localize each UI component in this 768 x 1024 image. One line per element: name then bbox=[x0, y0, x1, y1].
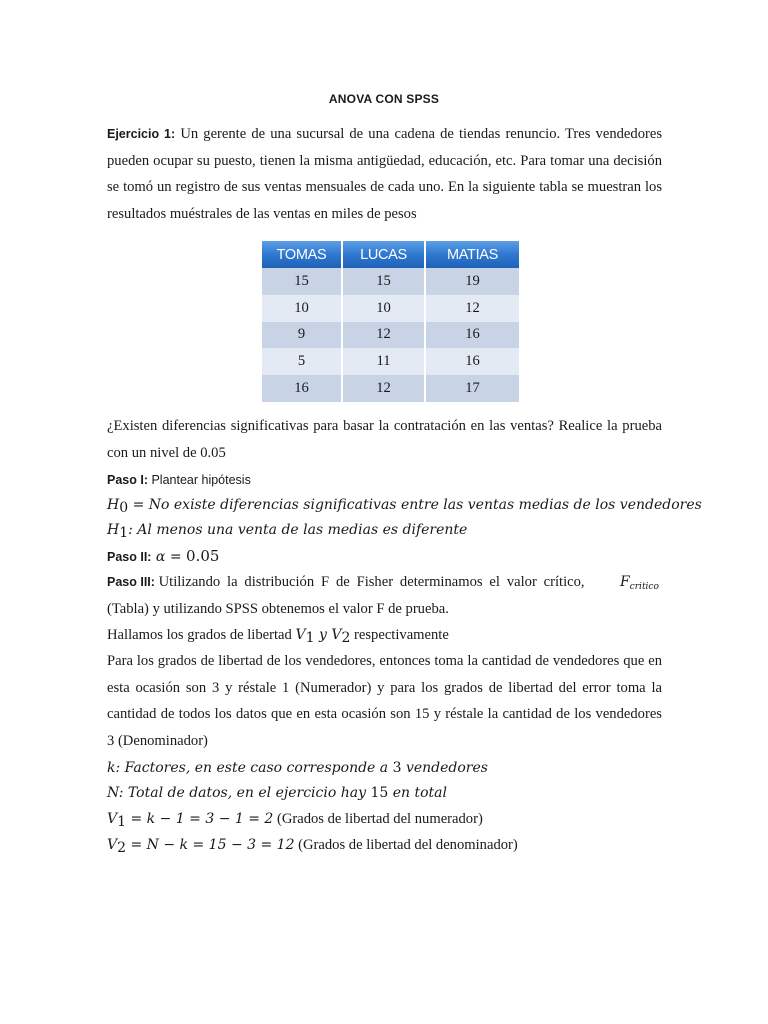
h0-subscript: 0 bbox=[119, 500, 129, 516]
table-header-lucas: LUCAS bbox=[343, 241, 424, 268]
h0-text: = No existe diferencias significativas entre las ventas medias de los vendedores bbox=[128, 497, 702, 513]
f-symbol: F bbox=[620, 574, 630, 590]
v2-formula-symbol: V bbox=[107, 837, 118, 853]
table-divider bbox=[424, 241, 426, 402]
hypothesis-h1 bbox=[107, 520, 667, 543]
v2-formula-note: (Grados de libertad del denominador) bbox=[294, 837, 518, 853]
table-cell: 12 bbox=[376, 380, 391, 397]
table-cell: 15 bbox=[294, 272, 309, 289]
table-cell: 17 bbox=[465, 380, 480, 397]
v2-formula-equation: = N − k = 15 − 3 = 12 bbox=[126, 837, 295, 853]
table-row bbox=[262, 348, 519, 375]
paso-3-text: Utilizando la distribución F de Fisher determinamos el valor crítico, bbox=[158, 574, 585, 590]
table-cell: 11 bbox=[376, 353, 391, 370]
paso-3-line bbox=[107, 572, 667, 592]
n-definition bbox=[107, 783, 667, 803]
v1-formula-note: (Grados de libertad del numerador) bbox=[273, 811, 483, 827]
table-cell: 19 bbox=[465, 272, 480, 289]
v2-formula-subscript: 2 bbox=[117, 840, 127, 856]
paso-2-line bbox=[107, 546, 667, 567]
v1-formula bbox=[107, 809, 667, 832]
grados-text-a: Hallamos los grados de libertad bbox=[107, 627, 296, 643]
v1-subscript: 1 bbox=[305, 630, 315, 646]
n-text-a: N: Total de datos, en el ejercicio hay bbox=[107, 785, 371, 801]
table-cell: 12 bbox=[465, 299, 480, 316]
k-number: 3 bbox=[392, 760, 402, 776]
table-header-tomas: TOMAS bbox=[262, 241, 341, 268]
v1-formula-equation: = k − 1 = 3 − 1 = 2 bbox=[126, 811, 274, 827]
grados-line bbox=[107, 625, 667, 648]
table-cell: 15 bbox=[376, 272, 391, 289]
n-text-b: en total bbox=[388, 785, 447, 801]
alpha-symbol: α = bbox=[151, 549, 187, 565]
y-symbol: y bbox=[314, 627, 332, 643]
table-cell: 16 bbox=[465, 326, 480, 343]
h0-symbol: H bbox=[107, 497, 120, 513]
table-divider bbox=[341, 241, 343, 402]
table-row bbox=[262, 322, 519, 349]
h1-symbol: H bbox=[107, 522, 120, 538]
page-title: ANOVA CON SPSS bbox=[328, 92, 440, 106]
exercise-paragraph bbox=[107, 121, 662, 227]
v2-subscript: 2 bbox=[341, 630, 351, 646]
v1-formula-subscript: 1 bbox=[117, 814, 127, 830]
n-number: 15 bbox=[370, 785, 389, 801]
h1-text: : Al menos una venta de las medias es diferente bbox=[128, 522, 468, 538]
table-cell: 10 bbox=[294, 299, 309, 316]
paso-3-text-2: (Tabla) y utilizando SPSS obtenemos el valor F de prueba. bbox=[107, 601, 449, 617]
v2-symbol: V bbox=[331, 627, 342, 643]
alpha-value: 0.05 bbox=[186, 547, 220, 565]
table-header-matias: MATIAS bbox=[426, 241, 519, 268]
f-subscript: critico bbox=[629, 582, 659, 592]
v1-formula-symbol: V bbox=[107, 811, 118, 827]
table-row bbox=[262, 375, 519, 402]
exercise-label: Ejercicio 1: bbox=[107, 127, 176, 141]
table-cell: 16 bbox=[294, 380, 309, 397]
sales-table bbox=[262, 241, 519, 402]
paso-1-text: Plantear hipótesis bbox=[148, 473, 251, 487]
grados-text-b: respectivamente bbox=[350, 627, 449, 643]
f-critico bbox=[620, 572, 659, 597]
paso-1-line bbox=[107, 470, 667, 490]
table-cell: 9 bbox=[297, 326, 306, 343]
paso-3-label: Paso III: bbox=[107, 575, 155, 589]
k-text-b: vendedores bbox=[401, 760, 488, 776]
k-text-a: k: Factores, en este caso corresponde a bbox=[107, 760, 393, 776]
question-paragraph: ¿Existen diferencias significativas para basar la contratación en las ventas? Realice la prueba con un nivel de 0.05 bbox=[107, 418, 662, 461]
table-row bbox=[262, 268, 519, 295]
paso-2-label: Paso II: bbox=[107, 550, 152, 564]
paso-1-label: Paso I: bbox=[107, 473, 148, 487]
grados-paragraph: Para los grados de libertad de los vendedores, entonces toma la cantidad de vendedores que en esta ocasión son 3 y réstale 1 (Numerador) y para los grados de libertad del error toma la cantidad de todos los datos que en esta ocasión son 15 y réstale la cantidad de los vendedores 3 (Denominador) bbox=[107, 653, 662, 749]
v2-formula bbox=[107, 835, 667, 858]
table-cell: 12 bbox=[376, 326, 391, 343]
table-cell: 16 bbox=[465, 353, 480, 370]
table-cell: 10 bbox=[376, 299, 391, 316]
v1-symbol: V bbox=[295, 627, 306, 643]
table-cell: 5 bbox=[297, 353, 306, 370]
h1-subscript: 1 bbox=[119, 525, 129, 541]
table-row bbox=[262, 295, 519, 322]
hypothesis-h0 bbox=[107, 495, 702, 518]
exercise-text: Un gerente de una sucursal de una cadena de tiendas renuncio. Tres vendedores pueden ocupar su puesto, tienen la misma antigüedad, educación, etc. Para tomar una decisión se tomó un registro de sus ventas mensuales de cada uno. En la siguiente tabla se muestran los resultados muéstrales de las ventas en miles de pesos bbox=[107, 126, 663, 222]
k-definition bbox=[107, 758, 667, 778]
